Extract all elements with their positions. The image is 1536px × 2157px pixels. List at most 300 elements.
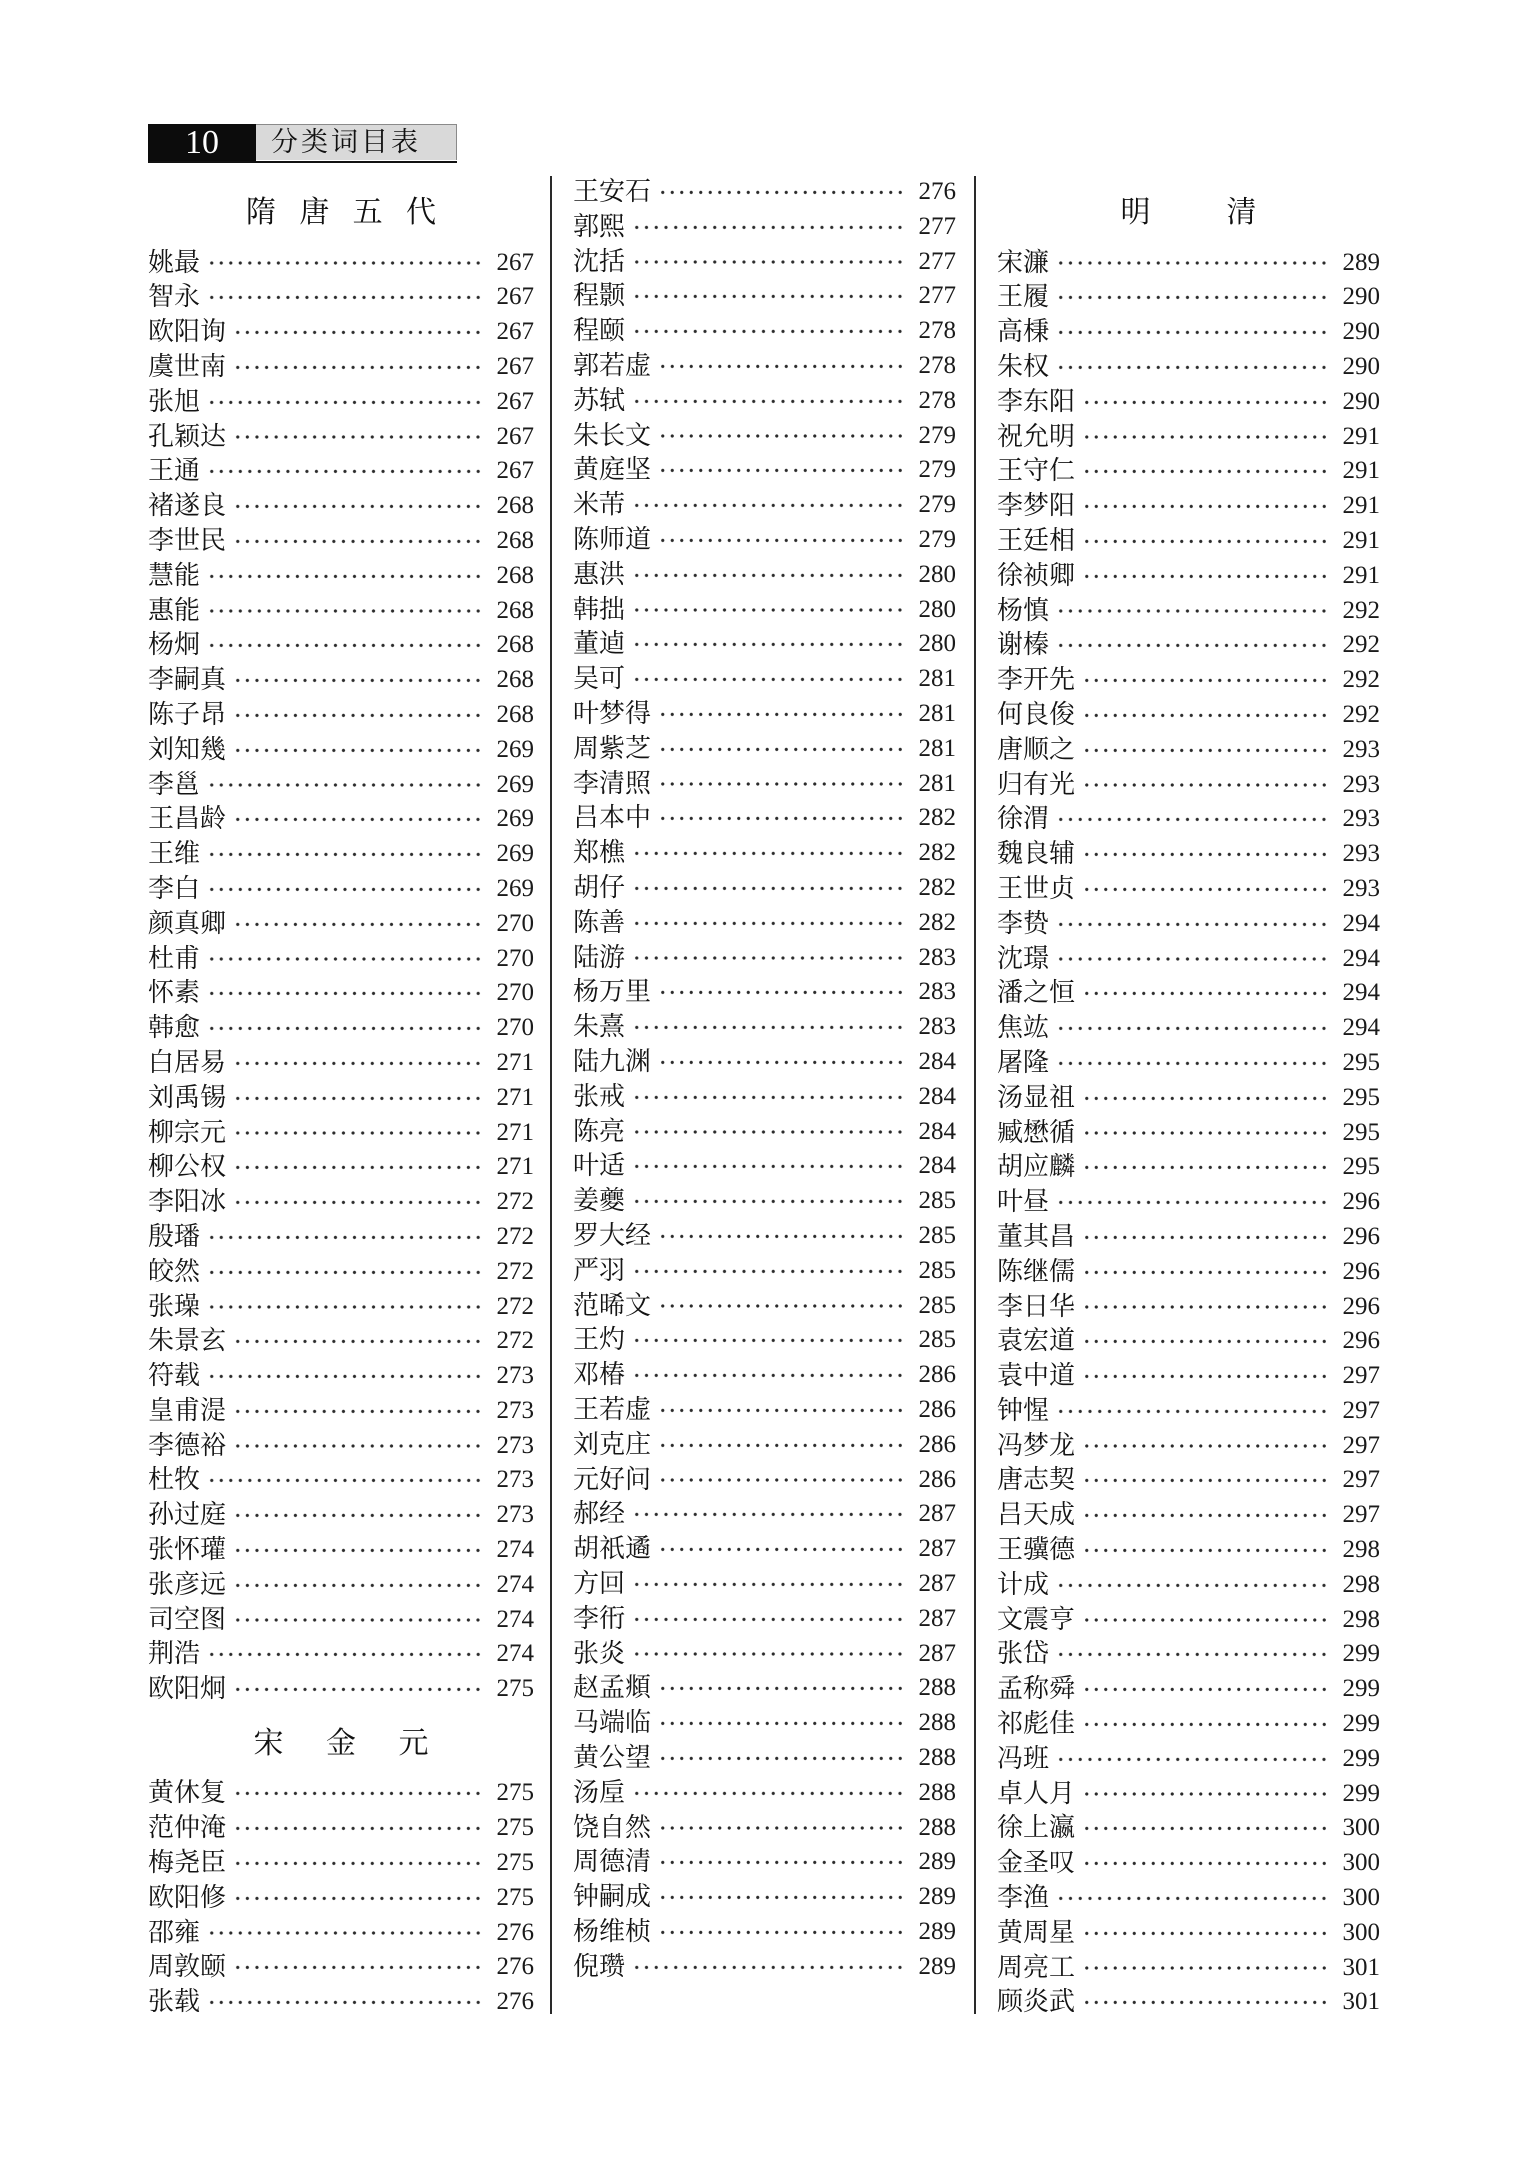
entry-name: 文震亨: [997, 1604, 1076, 1635]
entry-page-number: 281: [918, 700, 956, 728]
index-entry: [997, 280, 1380, 315]
entry-page-number: 271: [496, 1153, 534, 1181]
entry-name: 范仲淹: [148, 1813, 227, 1844]
entry-page-number: 268: [496, 561, 534, 589]
entry-name: 柳宗元: [148, 1117, 227, 1148]
entry-page-number: 287: [918, 1500, 956, 1528]
entry-page-number: 285: [918, 1256, 956, 1284]
dot-leader: [632, 1776, 904, 1811]
entry-name: 王廷相: [997, 525, 1076, 556]
entry-page-number: 275: [496, 1675, 534, 1703]
index-entry: [573, 279, 956, 314]
dot-leader: [233, 1116, 482, 1151]
entry-name: 黄周星: [997, 1917, 1076, 1948]
entry-page-number: 300: [1342, 1918, 1380, 1946]
index-entry: [573, 1602, 956, 1637]
dot-leader: [1056, 280, 1328, 315]
entry-name: 徐上瀛: [997, 1813, 1076, 1844]
dot-leader: [658, 1706, 904, 1741]
entry-name: 王守仁: [997, 456, 1076, 487]
entry-page-number: 272: [496, 1257, 534, 1285]
dot-leader: [1082, 1150, 1328, 1185]
dot-leader: [1082, 1707, 1328, 1742]
index-entry: [148, 1950, 534, 1985]
entry-name: 张戒: [573, 1081, 626, 1112]
entry-page-number: 288: [918, 1778, 956, 1806]
dot-leader: [658, 1671, 904, 1706]
dot-leader: [1082, 837, 1328, 872]
entry-page-number: 291: [1342, 422, 1380, 450]
entry-page-number: 300: [1342, 1884, 1380, 1912]
entry-page-number: 267: [496, 457, 534, 485]
dot-leader: [632, 384, 904, 419]
index-entry: [148, 559, 534, 594]
entry-page-number: 267: [496, 318, 534, 346]
entry-page-number: 301: [1342, 1988, 1380, 2016]
entry-page-number: 282: [918, 804, 956, 832]
entry-name: 智永: [148, 282, 201, 313]
entry-name: 钟嗣成: [573, 1882, 652, 1913]
index-entry: [148, 1324, 534, 1359]
index-entry: [997, 1463, 1380, 1498]
entry-name: 陆九渊: [573, 1047, 652, 1078]
dot-leader: [1056, 350, 1328, 385]
dot-leader: [658, 1915, 904, 1950]
index-entry: [573, 1010, 956, 1045]
entry-name: 张璪: [148, 1291, 201, 1322]
index-entry: [573, 1323, 956, 1358]
index-entry: [573, 349, 956, 384]
entry-name: 吕本中: [573, 803, 652, 834]
entry-page-number: 279: [918, 491, 956, 519]
index-entry: [573, 1219, 956, 1254]
entry-name: 张怀瓘: [148, 1535, 227, 1566]
entry-page-number: 290: [1342, 387, 1380, 415]
entry-name: 宋濂: [997, 247, 1050, 278]
index-entry: [997, 907, 1380, 942]
entry-name: 刘禹锡: [148, 1082, 227, 1113]
index-entry: [573, 523, 956, 558]
entry-page-number: 286: [918, 1430, 956, 1458]
index-entry: [148, 1881, 534, 1916]
dot-leader: [632, 593, 904, 628]
entry-name: 叶梦得: [573, 699, 652, 730]
index-column-2: [573, 175, 956, 1984]
index-entry: [573, 175, 956, 210]
dot-leader: [1056, 1568, 1328, 1603]
entry-name: 钟惺: [997, 1395, 1050, 1426]
section-heading: [148, 1716, 534, 1772]
index-entry: [573, 1671, 956, 1706]
dot-leader: [207, 837, 482, 872]
entry-name: 李开先: [997, 665, 1076, 696]
entry-page-number: 274: [496, 1640, 534, 1668]
entry-page-number: 285: [918, 1187, 956, 1215]
entry-name: 倪瓒: [573, 1951, 626, 1982]
entry-name: 皇甫湜: [148, 1395, 227, 1426]
index-entry: [997, 1707, 1380, 1742]
entry-name: 王维: [148, 839, 201, 870]
entry-name: 邵雍: [148, 1917, 201, 1948]
dot-leader: [658, 732, 904, 767]
entry-name: 张炎: [573, 1638, 626, 1669]
entry-page-number: 267: [496, 422, 534, 450]
entry-name: 祝允明: [997, 421, 1076, 452]
index-entry: [997, 1359, 1380, 1394]
entry-page-number: 270: [496, 1014, 534, 1042]
index-entry: [997, 1742, 1380, 1777]
entry-name: 孔颖达: [148, 421, 227, 452]
dot-leader: [207, 1985, 482, 2020]
dot-leader: [1056, 1394, 1328, 1429]
index-entry: [148, 663, 534, 698]
entry-name: 王履: [997, 282, 1050, 313]
dot-leader: [1082, 454, 1328, 489]
dot-leader: [658, 767, 904, 802]
dot-leader: [207, 246, 482, 281]
dot-leader: [207, 768, 482, 803]
index-entry: [997, 872, 1380, 907]
column-divider: [550, 176, 552, 2014]
entry-name: 李贽: [997, 908, 1050, 939]
index-entry: [997, 385, 1380, 420]
entry-page-number: 296: [1342, 1327, 1380, 1355]
dot-leader: [1082, 1777, 1328, 1812]
index-entry: [573, 1567, 956, 1602]
entry-page-number: 268: [496, 666, 534, 694]
entry-page-number: 291: [1342, 526, 1380, 554]
entry-page-number: 281: [918, 769, 956, 797]
dot-leader: [632, 906, 904, 941]
dot-leader: [233, 1672, 482, 1707]
index-entry: [997, 1046, 1380, 1081]
entry-name: 苏轼: [573, 385, 626, 416]
entry-page-number: 267: [496, 352, 534, 380]
entry-page-number: 267: [496, 283, 534, 311]
entry-page-number: 278: [918, 317, 956, 345]
dot-leader: [1056, 1742, 1328, 1777]
entry-page-number: 273: [496, 1362, 534, 1390]
entry-name: 孙过庭: [148, 1500, 227, 1531]
entry-page-number: 297: [1342, 1466, 1380, 1494]
entry-page-number: 298: [1342, 1536, 1380, 1564]
index-entry: [573, 975, 956, 1010]
index-entry: [997, 1150, 1380, 1185]
index-entry: [573, 1289, 956, 1324]
entry-page-number: 273: [496, 1396, 534, 1424]
index-entry: [148, 1150, 534, 1185]
entry-page-number: 288: [918, 1674, 956, 1702]
entry-page-number: 283: [918, 1013, 956, 1041]
entry-name: 杨维桢: [573, 1916, 652, 1947]
entry-name: 沈璟: [997, 943, 1050, 974]
dot-leader: [632, 1080, 904, 1115]
entry-page-number: 282: [918, 908, 956, 936]
entry-name: 汤垕: [573, 1777, 626, 1808]
entry-page-number: 269: [496, 874, 534, 902]
entry-name: 沈括: [573, 246, 626, 277]
entry-page-number: 298: [1342, 1570, 1380, 1598]
entry-name: 黄庭坚: [573, 455, 652, 486]
dot-leader: [207, 454, 482, 489]
index-entry: [148, 594, 534, 629]
dot-leader: [632, 1637, 904, 1672]
index-entry: [997, 1185, 1380, 1220]
dot-leader: [233, 1568, 482, 1603]
entry-page-number: 285: [918, 1222, 956, 1249]
index-entry: [148, 1046, 534, 1081]
dot-leader: [658, 419, 904, 454]
entry-page-number: 273: [496, 1501, 534, 1529]
entry-page-number: 277: [918, 212, 956, 240]
dot-leader: [207, 1637, 482, 1672]
dot-leader: [632, 314, 904, 349]
index-entry: [148, 1359, 534, 1394]
entry-name: 杜甫: [148, 943, 201, 974]
entry-page-number: 273: [496, 1466, 534, 1494]
index-entry: [573, 1845, 956, 1880]
entry-page-number: 299: [1342, 1710, 1380, 1738]
entry-page-number: 283: [918, 978, 956, 1006]
index-entry: [573, 558, 956, 593]
dot-leader: [658, 975, 904, 1010]
index-entry: [148, 1533, 534, 1568]
entry-name: 杜牧: [148, 1465, 201, 1496]
dot-leader: [1082, 559, 1328, 594]
index-entry: [997, 1011, 1380, 1046]
entry-name: 何良俊: [997, 699, 1076, 730]
entry-name: 柳公权: [148, 1152, 227, 1183]
index-entry: [573, 1393, 956, 1428]
dot-leader: [233, 350, 482, 385]
dot-leader: [632, 662, 904, 697]
index-entry: [997, 1777, 1380, 1812]
index-entry: [997, 454, 1380, 489]
index-entry: [997, 1846, 1380, 1881]
entry-page-number: 294: [1342, 1014, 1380, 1042]
entry-name: 欧阳询: [148, 317, 227, 348]
entry-page-number: 269: [496, 805, 534, 833]
index-entry: [573, 1776, 956, 1811]
entry-name: 朱景玄: [148, 1326, 227, 1357]
index-entry: [997, 942, 1380, 977]
entry-page-number: 282: [918, 839, 956, 867]
entry-page-number: 297: [1342, 1501, 1380, 1529]
entry-page-number: 293: [1342, 840, 1380, 868]
entry-page-number: 280: [918, 560, 956, 588]
dot-leader: [1056, 942, 1328, 977]
entry-name: 程颐: [573, 316, 626, 347]
index-entry: [573, 627, 956, 662]
index-entry: [573, 1080, 956, 1115]
entry-page-number: 269: [496, 840, 534, 868]
entry-page-number: 296: [1342, 1222, 1380, 1250]
entry-name: 韩愈: [148, 1013, 201, 1044]
dot-leader: [207, 280, 482, 315]
dot-leader: [658, 697, 904, 732]
entry-name: 朱熹: [573, 1012, 626, 1043]
entry-name: 王灼: [573, 1325, 626, 1356]
dot-leader: [1056, 1637, 1328, 1672]
index-entry: [997, 350, 1380, 385]
index-entry: [997, 628, 1380, 663]
dot-leader: [1082, 524, 1328, 559]
entry-name: 饶自然: [573, 1812, 652, 1843]
dot-leader: [233, 1950, 482, 1985]
dot-leader: [658, 349, 904, 384]
index-entry: [148, 315, 534, 350]
entry-name: 符载: [148, 1361, 201, 1392]
dot-leader: [207, 976, 482, 1011]
dot-leader: [233, 1811, 482, 1846]
dot-leader: [233, 907, 482, 942]
index-entry: [573, 1741, 956, 1776]
dot-leader: [207, 559, 482, 594]
dot-leader: [233, 420, 482, 455]
index-entry: [573, 1045, 956, 1080]
index-entry: [148, 1011, 534, 1046]
entry-page-number: 272: [496, 1327, 534, 1355]
dot-leader: [658, 1811, 904, 1846]
index-entry: [997, 698, 1380, 733]
entry-name: 马端临: [573, 1708, 652, 1739]
entry-name: 慧能: [148, 560, 201, 591]
dot-leader: [233, 663, 482, 698]
index-entry: [573, 871, 956, 906]
entry-name: 冯班: [997, 1743, 1050, 1774]
entry-name: 梅尧臣: [148, 1848, 227, 1879]
index-entry: [148, 1220, 534, 1255]
index-entry: [997, 1394, 1380, 1429]
dot-leader: [632, 1358, 904, 1393]
index-entry: [573, 1149, 956, 1184]
dot-leader: [207, 1220, 482, 1255]
dot-leader: [632, 627, 904, 662]
index-entry: [573, 1184, 956, 1219]
entry-page-number: 279: [918, 421, 956, 449]
entry-name: 袁中道: [997, 1361, 1076, 1392]
index-entry: [997, 1255, 1380, 1290]
entry-name: 计成: [997, 1569, 1050, 1600]
index-entry: [997, 315, 1380, 350]
running-title: 分类词目表: [256, 124, 457, 160]
entry-name: 杨炯: [148, 630, 201, 661]
entry-name: 周亮工: [997, 1952, 1076, 1983]
entry-page-number: 288: [918, 1743, 956, 1771]
dot-leader: [1082, 1846, 1328, 1881]
dot-leader: [233, 524, 482, 559]
index-entry: [997, 1533, 1380, 1568]
index-entry: [573, 732, 956, 767]
dot-leader: [632, 941, 904, 976]
entry-name: 惠洪: [573, 559, 626, 590]
entry-name: 郝经: [573, 1499, 626, 1530]
index-entry: [573, 1428, 956, 1463]
entry-name: 李白: [148, 873, 201, 904]
index-entry: [148, 733, 534, 768]
entry-name: 唐顺之: [997, 734, 1076, 765]
column-divider: [974, 176, 976, 2014]
entry-name: 陈师道: [573, 525, 652, 556]
index-entry: [573, 1358, 956, 1393]
dot-leader: [632, 1149, 904, 1184]
entry-name: 李渔: [997, 1883, 1050, 1914]
entry-name: 周德清: [573, 1847, 652, 1878]
entry-page-number: 268: [496, 700, 534, 728]
entry-page-number: 279: [918, 456, 956, 484]
dot-leader: [1082, 1255, 1328, 1290]
index-entry: [997, 768, 1380, 803]
index-entry: [573, 245, 956, 280]
index-entry: [148, 802, 534, 837]
dot-leader: [632, 1254, 904, 1289]
dot-leader: [632, 1323, 904, 1358]
entry-page-number: 278: [918, 352, 956, 380]
entry-page-number: 289: [918, 1883, 956, 1911]
entry-page-number: 268: [496, 596, 534, 624]
index-entry: [148, 628, 534, 663]
dot-leader: [632, 488, 904, 523]
entry-page-number: 284: [918, 1082, 956, 1110]
entry-name: 郭熙: [573, 211, 626, 242]
dot-leader: [1082, 1429, 1328, 1464]
index-entry: [997, 1498, 1380, 1533]
section-heading: [148, 185, 534, 241]
entry-page-number: 286: [918, 1465, 956, 1493]
index-entry: [148, 1603, 534, 1638]
dot-leader: [1082, 1081, 1328, 1116]
dot-leader: [632, 558, 904, 593]
entry-name: 黄公望: [573, 1742, 652, 1773]
entry-page-number: 294: [1342, 979, 1380, 1007]
entry-page-number: 275: [496, 1814, 534, 1842]
entry-name: 周敦颐: [148, 1952, 227, 1983]
entry-page-number: 276: [496, 1988, 534, 2016]
index-entry: [573, 1880, 956, 1915]
entry-page-number: 278: [918, 386, 956, 414]
index-entry: [148, 942, 534, 977]
entry-page-number: 273: [496, 1431, 534, 1459]
dot-leader: [1082, 1290, 1328, 1325]
entry-name: 屠隆: [997, 1047, 1050, 1078]
entry-page-number: 270: [496, 979, 534, 1007]
index-entry: [573, 210, 956, 245]
entry-name: 王安石: [573, 177, 652, 208]
dot-leader: [658, 1845, 904, 1880]
index-entry: [997, 594, 1380, 629]
entry-page-number: 293: [1342, 805, 1380, 833]
entry-name: 姚最: [148, 247, 201, 278]
entry-name: 臧懋循: [997, 1117, 1076, 1148]
entry-page-number: 286: [918, 1395, 956, 1423]
index-entry: [573, 384, 956, 419]
dot-leader: [1056, 246, 1328, 281]
dot-leader: [1082, 698, 1328, 733]
entry-page-number: 289: [1342, 248, 1380, 276]
entry-name: 叶适: [573, 1151, 626, 1182]
entry-name: 胡祇遹: [573, 1534, 652, 1565]
entry-page-number: 301: [1342, 1953, 1380, 1981]
entry-page-number: 287: [918, 1604, 956, 1632]
entry-name: 焦竑: [997, 1013, 1050, 1044]
entry-page-number: 267: [496, 248, 534, 276]
index-entry: [148, 976, 534, 1011]
dot-leader: [233, 1846, 482, 1881]
dot-leader: [1056, 1185, 1328, 1220]
index-entry: [148, 907, 534, 942]
dot-leader: [1082, 1498, 1328, 1533]
index-entry: [148, 524, 534, 559]
